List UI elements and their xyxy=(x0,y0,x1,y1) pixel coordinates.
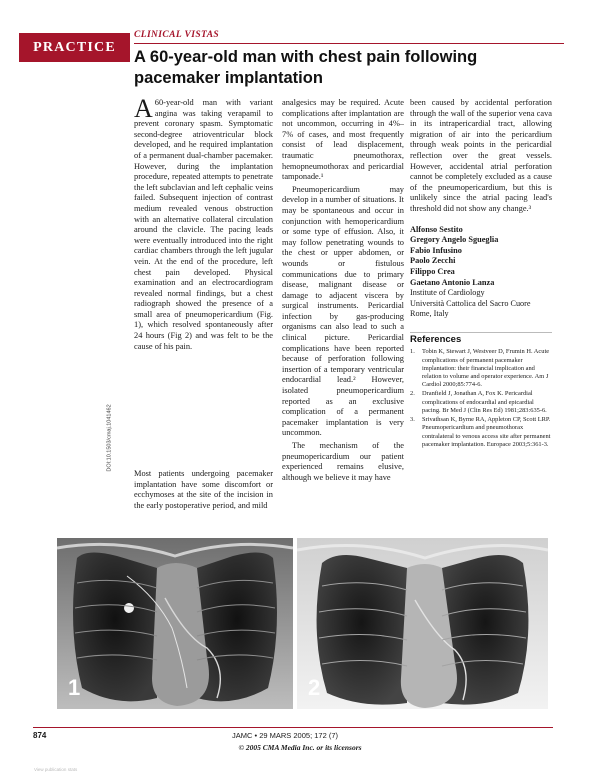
section-label: PRACTICE xyxy=(33,39,116,55)
footer-rule xyxy=(33,727,553,728)
doi-text: DOI:10.1503/cmaj.1041462 xyxy=(107,404,113,472)
reference-item xyxy=(410,348,552,389)
affiliation-line: Institute of Cardiology xyxy=(410,288,485,298)
paragraph-analgesics: analgesics may be required. Acute complications after implantation are not uncommon, occurring in 4%–7% of cases, and most frequently consist of lead displacement, traumatic pneumothorax, hemopneumothorax and pericardial tamponade.¹ xyxy=(282,98,404,182)
title-rule xyxy=(134,43,564,44)
author-name: Filippo Crea xyxy=(410,266,455,276)
reference-item xyxy=(410,416,552,449)
figure-2-number: 2 xyxy=(308,675,321,700)
paragraph-pneumopericardium: Pneumopericardium may develop in a number of situations. It may be spontaneous and occur in conjunction with hemopericardium or some type of effusion. Also, it may follow penetrating wounds to the chest or upper abdomen, or wounds or fistulous communications due to primary disease, malignant disease or damage to adjacent viscera by surgical instruments. Pericardial infection by gas-producing organisms can also lead to such a clinical picture. Pericardial complications have been reported because of perforation following insertion of a temporary ventricular endocardial lead.² However, isolated pneumopericardium reported as an exclusive complication of a permanent pacemaker implantation is very uncommon. xyxy=(282,184,404,438)
column-1 xyxy=(134,94,273,352)
author-name: Alfonso Sestito xyxy=(410,224,463,234)
references-heading: References xyxy=(410,332,552,346)
column-2 xyxy=(282,98,404,483)
section-tab xyxy=(19,33,130,62)
author-name: Paolo Zecchi xyxy=(410,256,456,266)
paragraph-case: A60-year-old man with variant angina was taking verapamil to prevent coronary spasm. Symptomatic second-degree atrioventricular block developed, and he required implantation of a permanent dual-chamber pacemaker. However, during the implantation procedure, repeated attempts to penetrate the left subclavian and left cephalic veins failed. Subsequent injection of contrast medium revealed venous obstruction with an alternative collateral circulation around the clavicle. The pacing leads were eventually introduced into the right cardiac chambers through the left jugular vein. At the end of the procedure, left chest pain developed. Physical examination and an electrocardiogram revealed normal findings, but a chest radiograph showed the presence of a small area of pneumopericardium (Fig. 1), which resolved spontaneously after 24 hours (Fig 2) and was felt to be the cause of his pain. xyxy=(134,94,273,351)
reference-number: 1. xyxy=(410,348,415,356)
chest-xray-icon xyxy=(57,538,293,709)
references-list xyxy=(410,348,552,448)
article-title: A 60-year-old man with chest pain following pacemaker implantation xyxy=(134,48,478,87)
subsection-label: CLINICAL VISTAS xyxy=(134,30,220,40)
reference-number: 3. xyxy=(410,416,415,424)
copyright-line: © 2005 CMA Media Inc. or its licensors xyxy=(238,743,362,752)
reference-number: 2. xyxy=(410,390,415,398)
reference-text: Dranfield J, Jonathan A, Fox K. Pericardial complications of endocardial and epicardial pacing. Br Med J (Clin Res Ed) 1981;283:635-6. xyxy=(422,390,547,414)
author-name: Gregory Angelo Sgueglia xyxy=(410,235,499,245)
reference-text: Tobin K, Stewart J, Westveer D, Frumin H. Acute complications of permanent pacemaker implantation: their financial implication and relation to volume and operator experience. Am J Cardiol 2000;85:774-6. xyxy=(422,348,550,389)
paragraph-perforation: been caused by accidental perforation through the wall of the superior vena cava in its intrapericardial tract, allowing migration of air into the pericardium through weak points in the pericardial reflection over the great vessels. However, accidental atrial perforation cannot be completely excluded as a cause of the pneumopericardium, but this is unlikely since the atrial pacing lead's threshold did not show any change.³ xyxy=(410,98,552,213)
figure-2-xray xyxy=(297,538,548,709)
column-3 xyxy=(410,98,552,450)
doi-sidebar xyxy=(103,361,117,515)
author-name: Fabio Infusino xyxy=(410,245,462,255)
figure-1-xray xyxy=(57,538,293,709)
chest-xray-icon xyxy=(297,538,548,709)
page-number: 874 xyxy=(33,731,47,740)
author-name: Gaetano Antonio Lanza xyxy=(410,277,495,287)
paragraph-complications-intro: Most patients undergoing pacemaker implantation have some discomfort or ecchymoses at the site of the incision in the early postoperative period, and mild xyxy=(134,469,273,510)
reference-item xyxy=(410,390,552,415)
author-block xyxy=(410,225,552,320)
column-1-continued xyxy=(134,469,273,511)
reference-text: Srivathsan K, Byrne RA, Appleton CP, Scott LRP. Pneumopericardium and pneumothorax contralateral to venous access site after permanent pacemaker implantation. Europace 2003;5:361-3. xyxy=(422,416,551,448)
affiliation-line: Rome, Italy xyxy=(410,309,449,319)
figure-1-number: 1 xyxy=(68,675,81,700)
paragraph-mechanism: The mechanism of the pneumopericardium our patient experienced remains elusive, although we believe it may have xyxy=(282,441,404,482)
publication-note: View publication stats xyxy=(34,767,78,772)
journal-citation: JAMC • 29 MARS 2005; 172 (7) xyxy=(232,731,339,740)
affiliation-line: Università Cattolica del Sacro Cuore xyxy=(410,298,531,308)
